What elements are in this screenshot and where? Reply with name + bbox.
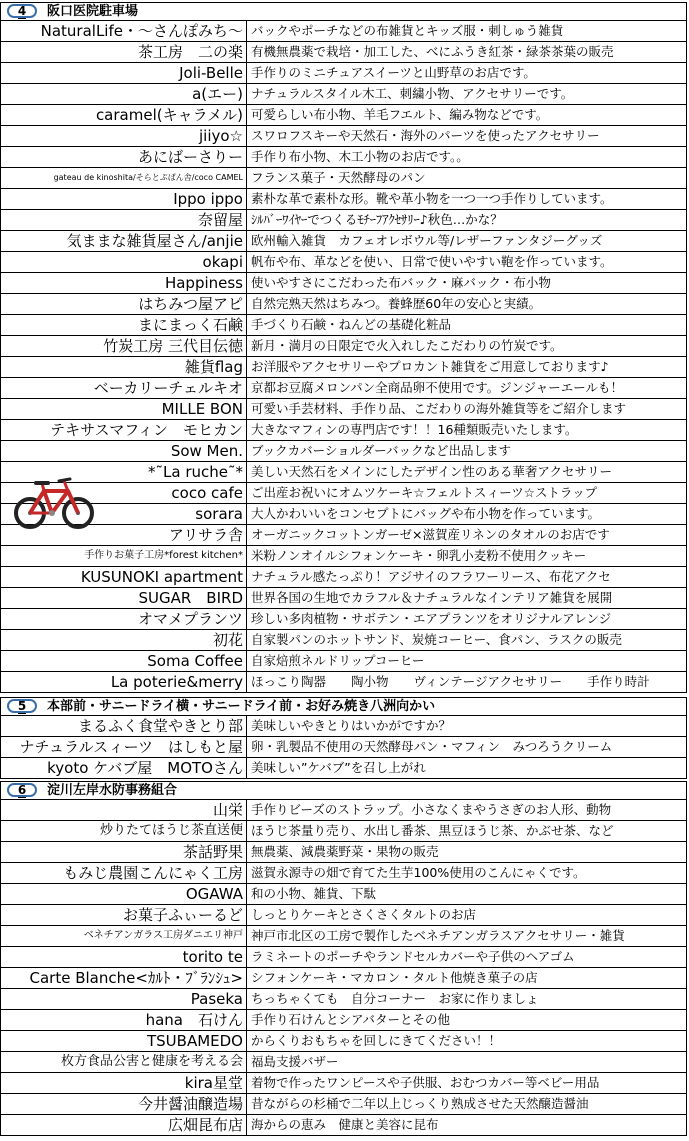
- table-row: [1, 63, 687, 84]
- vendor-name: 広畑昆布店: [1, 1115, 247, 1136]
- vendor-description: 美しい天然石をメインにしたデザイン性のある華奢アクセサリー: [247, 462, 687, 483]
- vendor-name: La poterie&merry: [1, 672, 247, 693]
- table-row: [1, 378, 687, 399]
- vendor-name: 茶工房 二の楽: [1, 42, 247, 63]
- table-row: [1, 21, 687, 42]
- vendor-name: ナチュラルスィーツ はしもと屋: [1, 737, 247, 758]
- table-row: [1, 947, 687, 968]
- table-row: [1, 821, 687, 842]
- vendor-description: しっとりケーキとさくさくタルトのお店: [247, 905, 687, 926]
- vendor-table-section-6: [0, 799, 687, 1136]
- vendor-name: まにまっく石鹸: [1, 315, 247, 336]
- vendor-name: 気ままな雑貨屋さん/anjie: [1, 231, 247, 252]
- vendor-description: 手作りビーズのストラップ。小さなくまやうさぎのお人形、動物: [247, 800, 687, 821]
- table-row: [1, 231, 687, 252]
- vendor-name: torito te: [1, 947, 247, 968]
- vendor-description: ちっちゃくても 自分コーナー お家に作りましょ: [247, 989, 687, 1010]
- vendor-description: ほうじ茶量り売り、水出し番茶、黒豆ほうじ茶、かぶせ茶、など: [247, 821, 687, 842]
- table-row: [1, 567, 687, 588]
- vendor-name: okapi: [1, 252, 247, 273]
- vendor-description: バックやポーチなどの布雑貨とキッズ服・刺しゅう雑貨: [247, 21, 687, 42]
- vendor-description: 米粉ノンオイルシフォンケーキ・卵乳小麦粉不使用クッキー: [247, 546, 687, 567]
- table-row: [1, 252, 687, 273]
- table-row: [1, 1010, 687, 1031]
- vendor-description: 昔ながらの杉桶で二年以上じっくり熟成させた天然醸造醤油: [247, 1094, 687, 1115]
- vendor-description: 自家製パンのホットサンド、炭焼コーヒー、食パン、ラスクの販売: [247, 630, 687, 651]
- table-row: [1, 588, 687, 609]
- table-row: [1, 525, 687, 546]
- vendor-description: 自然完熟天然はちみつ。養蜂歴60年の安心と実績。: [247, 294, 687, 315]
- vendor-name: SUGAR BIRD: [1, 588, 247, 609]
- vendor-description: 珍しい多肉植物・サボテン・エアプランツをオリジナルアレンジ: [247, 609, 687, 630]
- vendor-name: Happiness: [1, 273, 247, 294]
- vendor-name: 雑貨flag: [1, 357, 247, 378]
- vendor-description: 美味しい”ケバブ”を召し上がれ: [247, 758, 687, 779]
- vendor-description: 大人かわいいをコンセプトにバッグや布小物を作っています。: [247, 504, 687, 525]
- vendor-name: オマメプランツ: [1, 609, 247, 630]
- vendor-description: オーガニックコットンガーゼ×滋賀産リネンのタオルのお店です: [247, 525, 687, 546]
- table-row: [1, 884, 687, 905]
- vendor-description: フランス菓子・天然酵母のパン: [247, 168, 687, 189]
- table-row: [1, 609, 687, 630]
- table-row: [1, 357, 687, 378]
- table-row: [1, 630, 687, 651]
- table-row: [1, 399, 687, 420]
- vendor-name: もみじ農園こんにゃく工房: [1, 863, 247, 884]
- table-row: [1, 737, 687, 758]
- vendor-description: シフォンケーキ・マカロン・タルト他焼き菓子の店: [247, 968, 687, 989]
- vendor-name: ベーカリーチェルキオ: [1, 378, 247, 399]
- vendor-name: 手作りお菓子工房*forest kitchen*: [1, 546, 247, 567]
- vendor-name: kira星堂: [1, 1073, 247, 1094]
- vendor-name: 今井醤油醸造場: [1, 1094, 247, 1115]
- vendor-name: Soma Coffee: [1, 651, 247, 672]
- vendor-name: Carte Blanche<ｶﾙﾄ・ﾌﾞﾗﾝｼｭ>: [1, 968, 247, 989]
- vendor-name: あにばーさりー: [1, 147, 247, 168]
- vendor-description: 和の小物、雑貨、下駄: [247, 884, 687, 905]
- section-number-badge: 5: [7, 699, 37, 713]
- table-row: [1, 189, 687, 210]
- table-row: [1, 863, 687, 884]
- section-header-5: [0, 697, 687, 716]
- vendor-description: 世界各国の生地でカラフル＆ナチュラルなインテリア雑貨を展開: [247, 588, 687, 609]
- vendor-name: sorara: [1, 504, 247, 525]
- vendor-name: KUSUNOKI apartment: [1, 567, 247, 588]
- section-number-badge: 4: [7, 4, 37, 18]
- section-title: 淀川左岸水防事務組合: [47, 783, 178, 798]
- table-row: [1, 1031, 687, 1052]
- vendor-description: お洋服やアクセサリーやプロカント雑貨をご用意しております♪: [247, 357, 687, 378]
- vendor-description: 京都お豆腐メロンパン全商品卵不使用です。ジンジャーエールも！: [247, 378, 687, 399]
- vendor-name: Paseka: [1, 989, 247, 1010]
- vendor-name: Ippo ippo: [1, 189, 247, 210]
- vendor-name: hana 石けん: [1, 1010, 247, 1031]
- vendor-name: まるふく食堂やきとり部: [1, 716, 247, 737]
- table-row: [1, 800, 687, 821]
- table-row: [1, 462, 687, 483]
- vendor-description: ほっこり陶器 陶小物 ヴィンテージアクセサリー 手作り時計: [247, 672, 687, 693]
- table-row: [1, 126, 687, 147]
- section-title: 本部前・サニードライ横・サニードライ前・お好み焼き八洲向かい: [47, 699, 436, 714]
- vendor-description: ラミネートのポーチやランドセルカバーや子供のヘアゴム: [247, 947, 687, 968]
- vendor-description: 新月・満月の日限定で火入れしたこだわりの竹炭です。: [247, 336, 687, 357]
- table-row: [1, 315, 687, 336]
- table-row: [1, 1052, 687, 1073]
- vendor-description: 欧州輸入雑貨 カフェオレボウル等/レザーファンタジーグッズ: [247, 231, 687, 252]
- vendor-description: 可愛い手芸材料、手作り品、こだわりの海外雑貨等をご紹介します: [247, 399, 687, 420]
- vendor-name: TSUBAMEDO: [1, 1031, 247, 1052]
- table-row: [1, 504, 687, 525]
- vendor-description: 神戸市北区の工房で製作したベネチアンガラスアクセサリー・雑貨: [247, 926, 687, 947]
- vendor-description: ご出産お祝いにオムツケーキ☆フェルトスィーツ☆ストラップ: [247, 483, 687, 504]
- vendor-name: MILLE BON: [1, 399, 247, 420]
- table-row: [1, 672, 687, 693]
- vendor-name: gateau de kinoshita/そらとぷぱん舎/coco CAMEL: [1, 168, 247, 189]
- vendor-name: *˜La ruche˜*: [1, 462, 247, 483]
- vendor-name: お菓子ふぃーるど: [1, 905, 247, 926]
- vendor-name: 竹炭工房 三代目伝徳: [1, 336, 247, 357]
- table-row: [1, 1094, 687, 1115]
- vendor-description: からくりおもちゃを回しにきてください！！: [247, 1031, 687, 1052]
- table-row: [1, 1073, 687, 1094]
- vendor-table-section-5: [0, 715, 687, 779]
- vendor-name: NaturalLife・～さんぽみち～: [1, 21, 247, 42]
- vendor-description: 美味しいやきとりはいかがですか？: [247, 716, 687, 737]
- vendor-description: 着物で作ったワンピースや子供服、おむつカバー等ベビー用品: [247, 1073, 687, 1094]
- vendor-name: coco cafe: [1, 483, 247, 504]
- table-row: [1, 842, 687, 863]
- vendor-name: 初花: [1, 630, 247, 651]
- vendor-description: ナチュラル感たっぷり！アジサイのフラワーリース、布花アクセ: [247, 567, 687, 588]
- table-row: [1, 42, 687, 63]
- vendor-name: アリサラ舎: [1, 525, 247, 546]
- table-row: [1, 546, 687, 567]
- table-row: [1, 273, 687, 294]
- vendor-description: 可愛らしい布小物、羊毛フエルト、編み物などです。: [247, 105, 687, 126]
- vendor-description: スワロフスキーや天然石・海外のパーツを使ったアクセサリー: [247, 126, 687, 147]
- vendor-description: ブックカバーショルダーバックなど出品します: [247, 441, 687, 462]
- table-row: [1, 968, 687, 989]
- vendor-description: 手作り石けんとシアバターとその他: [247, 1010, 687, 1031]
- table-row: [1, 989, 687, 1010]
- vendor-description: 大きなマフィンの専門店です！！16種類販売いたします。: [247, 420, 687, 441]
- table-row: [1, 294, 687, 315]
- vendor-description: 手作り布小物、木工小物のお店です。。: [247, 147, 687, 168]
- table-row: [1, 926, 687, 947]
- vendor-name: 枚方食品公害と健康を考える会: [1, 1052, 247, 1073]
- vendor-name: caramel(キャラメル): [1, 105, 247, 126]
- section-title: 阪口医院駐車場: [47, 4, 139, 19]
- vendor-description: ナチュラルスタイル木工、刺繍小物、アクセサリーです。: [247, 84, 687, 105]
- table-row: [1, 441, 687, 462]
- vendor-description: 自家焙煎ネルドリップコーヒー: [247, 651, 687, 672]
- vendor-name: 奈留屋: [1, 210, 247, 231]
- vendor-name: Joli-Belle: [1, 63, 247, 84]
- vendor-name: jiiyo☆: [1, 126, 247, 147]
- section-header-6: [0, 781, 687, 800]
- table-row: [1, 84, 687, 105]
- vendor-name: テキサスマフィン モヒカン: [1, 420, 247, 441]
- vendor-description: 素朴な革で素朴な形。靴や革小物を一つ一つ手作りしています。: [247, 189, 687, 210]
- table-row: [1, 716, 687, 737]
- table-row: [1, 651, 687, 672]
- vendor-description: 福島支援バザー: [247, 1052, 687, 1073]
- vendor-table-section-4: [0, 20, 687, 693]
- table-row: [1, 905, 687, 926]
- table-row: [1, 147, 687, 168]
- table-row: [1, 168, 687, 189]
- section-number-badge: 6: [7, 783, 37, 797]
- vendor-name: OGAWA: [1, 884, 247, 905]
- vendor-name: kyoto ケバブ屋 MOTOさん: [1, 758, 247, 779]
- vendor-name: 茶話野果: [1, 842, 247, 863]
- table-row: [1, 210, 687, 231]
- vendor-description: 手づくり石鹸・ねんどの基礎化粧品: [247, 315, 687, 336]
- vendor-name: はちみつ屋アピ: [1, 294, 247, 315]
- vendor-description: 滋賀永源寺の畑で育てた生芋100%使用のこんにゃくです。: [247, 863, 687, 884]
- vendor-description: 無農薬、減農薬野菜・果物の販売: [247, 842, 687, 863]
- vendor-description: 使いやすさにこだわった布バック・麻バック・布小物: [247, 273, 687, 294]
- vendor-name: 山栄: [1, 800, 247, 821]
- vendor-name: 炒りたてほうじ茶直送便: [1, 821, 247, 842]
- table-row: [1, 758, 687, 779]
- vendor-name: a(エー): [1, 84, 247, 105]
- table-row: [1, 420, 687, 441]
- vendor-description: 卵・乳製品不使用の天然酵母パン・マフィン みつろうクリーム: [247, 737, 687, 758]
- vendor-description: ｼﾙﾊﾞｰﾜｲﾔｰでつくるﾓﾁｰﾌｱｸｾｻﾘｰ♪秋色…かな？: [247, 210, 687, 231]
- vendor-description: 海からの恵み 健康と美容に昆布: [247, 1115, 687, 1136]
- vendor-description: 手作りのミニチュアスイーツと山野草のお店です。: [247, 63, 687, 84]
- bicycle-icon: [14, 475, 94, 533]
- section-header-4: [0, 2, 687, 21]
- table-row: [1, 336, 687, 357]
- vendor-name: ベネチアンガラス工房ダニエリ神戸: [1, 926, 247, 947]
- vendor-description: 有機無農薬で栽培・加工した、べにふうき紅茶・緑茶茶葉の販売: [247, 42, 687, 63]
- vendor-name: Sow Men.: [1, 441, 247, 462]
- table-row: [1, 483, 687, 504]
- table-row: [1, 1115, 687, 1136]
- table-row: [1, 105, 687, 126]
- vendor-description: 帆布や布、革などを使い、日常で使いやすい鞄を作っています。: [247, 252, 687, 273]
